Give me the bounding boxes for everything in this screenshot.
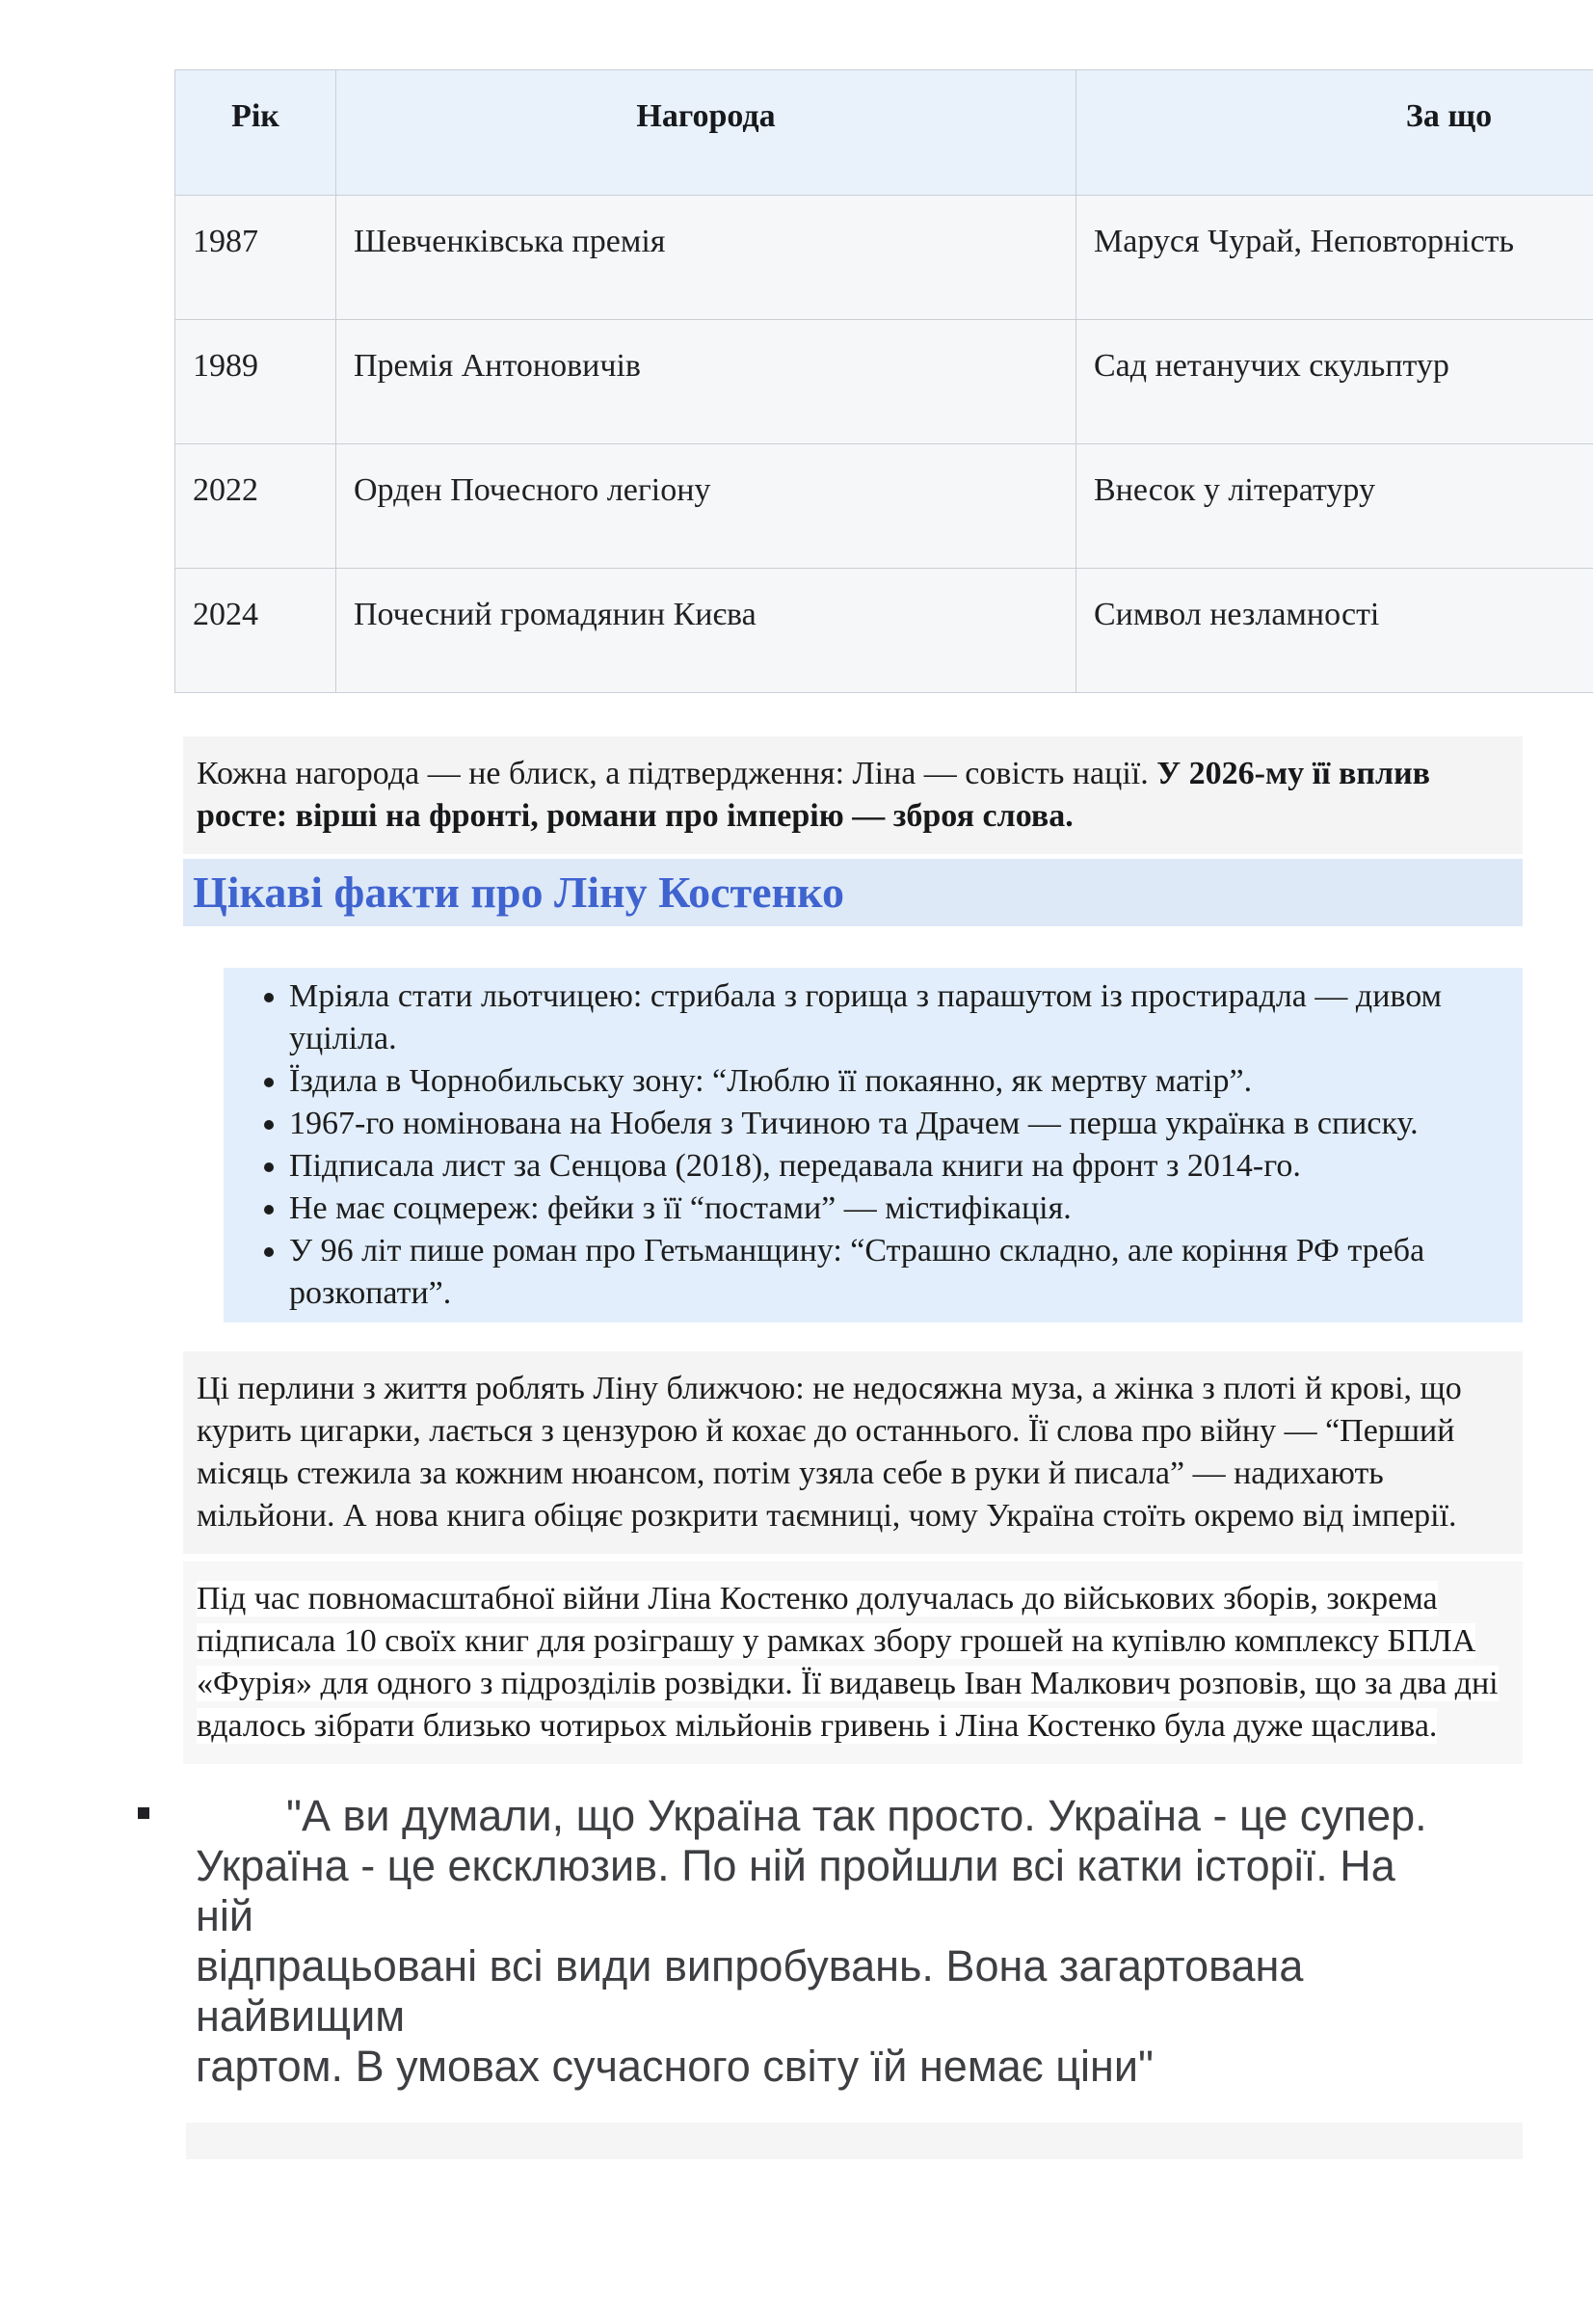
list-item: • Мріяла стати льотчицею: стрибала з горища з парашутом із простирадла — дивом уціліла.	[289, 975, 1513, 1060]
cell-reason: Сад нетанучих скульптур	[1076, 320, 1593, 444]
quote-list-item	[196, 1791, 1448, 2092]
quote-line: "А ви думали, що Україна так просто. Україна - це супер.	[196, 1791, 1448, 1841]
list-item: • Їздила в Чорнобильську зону: “Люблю її покаянно, як мертву матір”.	[289, 1060, 1513, 1103]
column-header-year: Рік	[175, 70, 336, 196]
facts-list	[224, 975, 1513, 1315]
cell-year: 1987	[175, 196, 336, 320]
list-item: • Не має соцмереж: фейки з її “постами” — містифікація.	[289, 1188, 1513, 1230]
war-fundraising-text: Під час повномасштабної війни Ліна Костенко долучалась до військових зборів, зокрема підписала 10 своїх книг для розіграшу у рамках збору грошей на купівлю комплексу БПЛА «Фурія» для одного з підрозділів розвідки. Її видавець Іван Малкович розповів, що за два дні вдалось зібрати близько чотирьох мільйонів гривень і Ліна Костенко була дуже щаслива.	[197, 1581, 1499, 1744]
cell-award: Орден Почесного легіону	[336, 444, 1076, 569]
awards-summary-bold-text: У 2026-му її вплив росте: вірші на фронті, романи про імперію — зброя слова.	[197, 756, 1430, 834]
awards-table	[174, 69, 1593, 693]
empty-gray-block	[186, 2123, 1523, 2159]
awards-summary-text: Кожна нагорода — не блиск, а підтвердження: Ліна — совість нації.	[197, 756, 1156, 791]
list-item: • У 96 літ пише роман про Гетьманщину: “Страшно складно, але коріння РФ треба розкопати”.	[289, 1230, 1513, 1315]
table-row	[175, 196, 1593, 320]
cell-reason: Внесок у літературу	[1076, 444, 1593, 569]
table-row	[175, 569, 1593, 693]
awards-summary-paragraph	[183, 736, 1523, 854]
list-item: • Підписала лист за Сенцова (2018), передавала книги на фронт з 2014-го.	[289, 1145, 1513, 1188]
cell-award: Шевченківська премія	[336, 196, 1076, 320]
quote-line: відпрацьовані всі види випробувань. Вона загартована найвищим	[196, 1941, 1448, 2042]
quote-line: Україна - це ексклюзив. По ній пройшли всі катки історії. На ній	[196, 1841, 1448, 1941]
pearls-paragraph: Ці перлини з життя роблять Ліну ближчою: не недосяжна муза, а жінка з плоті й крові, що курить цигарки, лається з цензурою й кохає до останнього. Її слова про війну — “Перший місяць стежила за кожним нюансом, потім узяла себе в руки й писала” — надихають мільйони. А нова книга обіцяє розкрити таємниці, чому Україна стоїть окремо від імперії.	[183, 1351, 1523, 1554]
cell-year: 2024	[175, 569, 336, 693]
cell-year: 1989	[175, 320, 336, 444]
square-bullet-icon	[138, 1807, 149, 1819]
facts-list-band	[224, 968, 1523, 1322]
cell-award: Почесний громадянин Києва	[336, 569, 1076, 693]
document-page	[0, 69, 1593, 2324]
quote-line: гартом. В умовах сучасного світу їй немає ціни"	[196, 2042, 1448, 2092]
awards-table-header-row	[175, 70, 1593, 196]
war-fundraising-paragraph	[183, 1562, 1523, 1764]
column-header-reason: За що	[1076, 70, 1593, 196]
cell-award: Премія Антоновичів	[336, 320, 1076, 444]
list-item: • 1967-го номінована на Нобеля з Тичиною та Драчем — перша українка в списку.	[289, 1103, 1513, 1145]
cell-reason: Маруся Чурай, Неповторність	[1076, 196, 1593, 320]
section-heading-facts: Цікаві факти про Ліну Костенко	[183, 859, 1523, 926]
table-row	[175, 320, 1593, 444]
cell-year: 2022	[175, 444, 336, 569]
cell-reason: Символ незламності	[1076, 569, 1593, 693]
column-header-award: Нагорода	[336, 70, 1076, 196]
table-row	[175, 444, 1593, 569]
